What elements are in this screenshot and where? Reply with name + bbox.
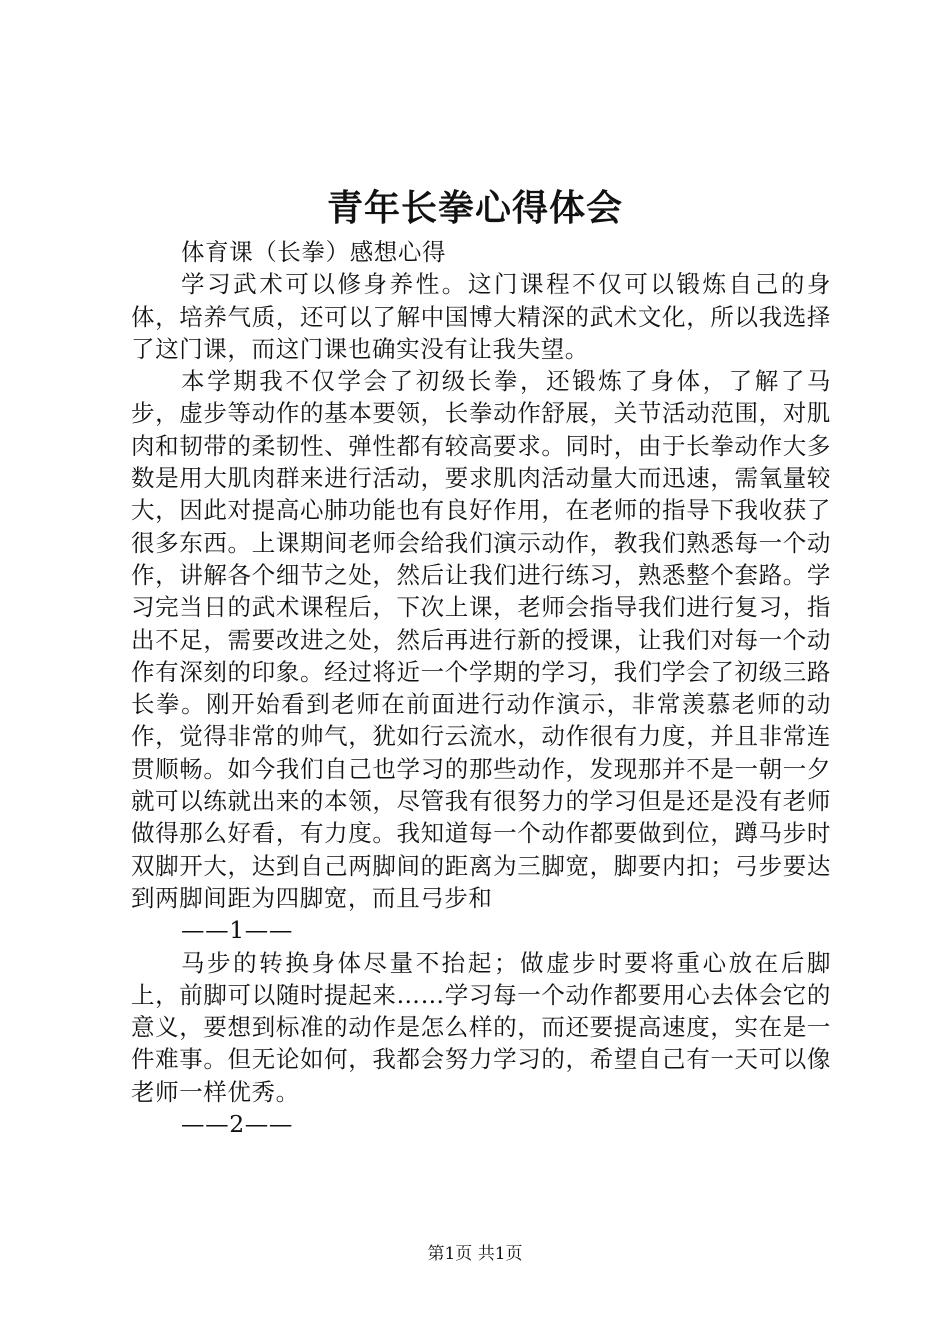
section-heading: 体育课（长拳）感想心得 bbox=[181, 238, 447, 266]
page-marker-1: ——1—— bbox=[181, 916, 293, 945]
paragraph-intro: 学习武术可以修身养性。这门课程不仅可以锻炼自己的身体，培养气质，还可以了解中国博大精深的武术文化，所以我选择了这门课，而这门课也确实没有让我失望。 bbox=[131, 270, 831, 363]
paragraph-main: 本学期我不仅学会了初级长拳，还锻炼了身体，了解了马步，虚步等动作的基本要领，长拳动作舒展，关节活动范围，对肌肉和韧带的柔韧性、弹性都有较高要求。同时，由于长拳动作大多数是用大肌肉群来进行活动，要求肌肉活动量大而迅速，需氧量较大，因此对提高心肺功能也有良好作用，在老师的指导下我收获了很多东西。上课期间老师会给我们演示动作，教我们熟悉每一个动作，讲解各个细节之处，然后让我们进行练习，熟悉整个套路。学习完当日的武术课程后，下次上课，老师会指导我们进行复习，指出不足，需要改进之处，然后再进行新的授课，让我们对每一个动作有深刻的印象。经过将近一个学期的学习，我们学会了初级三路长拳。刚开始看到老师在前面进行动作演示，非常羡慕老师的动作，觉得非常的帅气，犹如行云流水，动作很有力度，并且非常连贯顺畅。如今我们自己也学习的那些动作，发现那并不是一朝一夕就可以练就出来的本领，尽管我有很努力的学习但是还是没有老师做得那么好看，有力度。我知道每一个动作都要做到位，蹲马步时双脚开大，达到自己两脚间的距离为三脚宽，脚要内扣；弓步要达到两脚间距为四脚宽，而且弓步和 bbox=[131, 367, 831, 912]
page-marker-2: ——2—— bbox=[181, 1110, 293, 1139]
page-footer: 第1页 共1页 bbox=[427, 1244, 523, 1264]
document-body bbox=[131, 236, 831, 1140]
paragraph-continued: 马步的转换身体尽量不抬起；做虚步时要将重心放在后脚上，前脚可以随时提起来……学习每一个动作都要用心去体会它的意义，要想到标准的动作是怎么样的，而还要提高速度，实在是一件难事。但无论如何，我都会努力学习的，希望自己有一天可以像老师一样优秀。 bbox=[131, 948, 831, 1106]
document-title: 青年长拳心得体会 bbox=[326, 187, 623, 229]
